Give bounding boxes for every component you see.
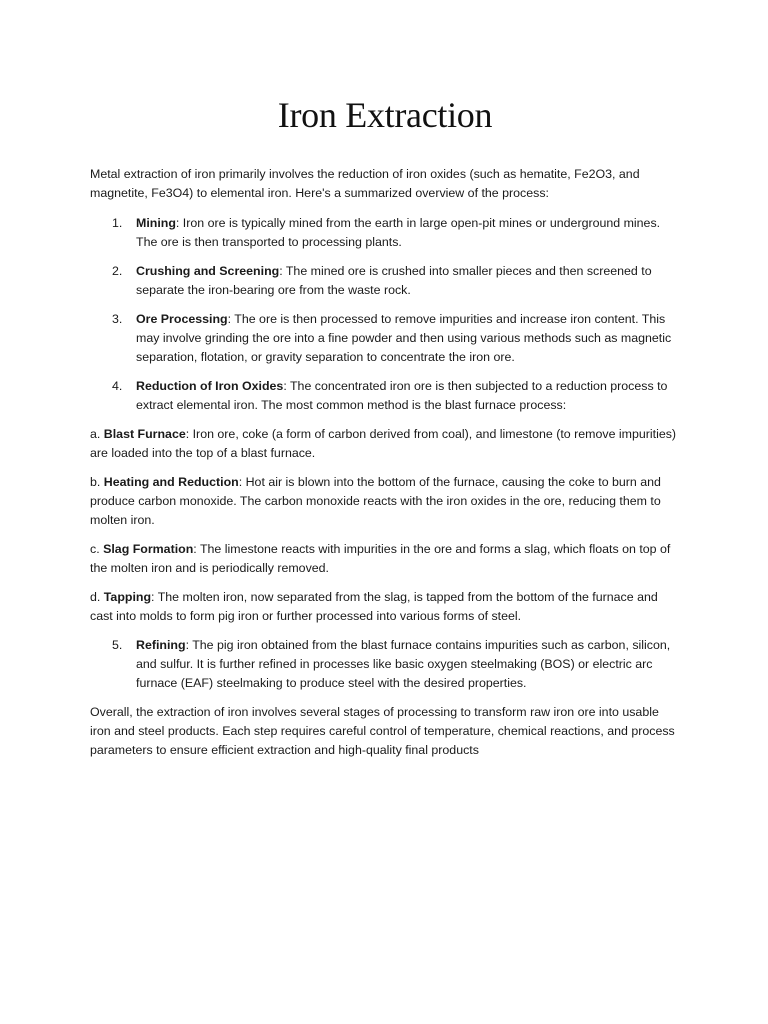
refining-step-list — [90, 636, 680, 693]
process-steps-list — [90, 214, 680, 415]
page-title: Iron Extraction — [277, 95, 493, 135]
intro-paragraph: Metal extraction of iron primarily involves the reduction of iron oxides (such as hematite, Fe2O3, and magnetite, Fe3O4) to elemental iron. Here's a summarized overview of the process: — [90, 167, 640, 200]
list-item: 3. Ore Processing: The ore is then processed to remove impurities and increase iron content. This may involve grinding the ore into a fine powder and then using various methods such as magnetic separation, flotation, or gravity separation to concentrate the iron ore. — [112, 312, 672, 364]
substep-paragraph: d. Tapping: The molten iron, now separated from the slag, is tapped from the bottom of the furnace and cast into molds to form pig iron or further processed into various forms of steel. — [90, 590, 658, 623]
list-item: 4. Reduction of Iron Oxides: The concentrated iron ore is then subjected to a reduction process to extract elemental iron. The most common method is the blast furnace process: — [112, 379, 668, 412]
substep-paragraph: c. Slag Formation: The limestone reacts with impurities in the ore and forms a slag, which floats on top of the molten iron and is periodically removed. — [90, 542, 671, 575]
substep-paragraph: b. Heating and Reduction: Hot air is blown into the bottom of the furnace, causing the coke to burn and produce carbon monoxide. The carbon monoxide reacts with the iron oxides in the ore, reducing them to molten iron. — [90, 475, 661, 527]
list-item: 1. Mining: Iron ore is typically mined from the earth in large open-pit mines or underground mines. The ore is then transported to processing plants. — [112, 216, 661, 249]
conclusion-paragraph: Overall, the extraction of iron involves several stages of processing to transform raw iron ore into usable iron and steel products. Each step requires careful control of temperature, chemical reactions, and process parameters to ensure efficient extraction and high-quality final products — [90, 705, 675, 757]
list-item: 5. Refining: The pig iron obtained from the blast furnace contains impurities such as carbon, silicon, and sulfur. It is further refined in processes like basic oxygen steelmaking (BOS) or electric arc furnace (EAF) steelmaking to produce steel with the desired properties. — [112, 638, 671, 690]
list-item: 2. Crushing and Screening: The mined ore is crushed into smaller pieces and then screened to separate the iron-bearing ore from the waste rock. — [112, 264, 652, 297]
substep-paragraph: a. Blast Furnace: Iron ore, coke (a form of carbon derived from coal), and limestone (to remove impurities) are loaded into the top of a blast furnace. — [90, 427, 677, 460]
